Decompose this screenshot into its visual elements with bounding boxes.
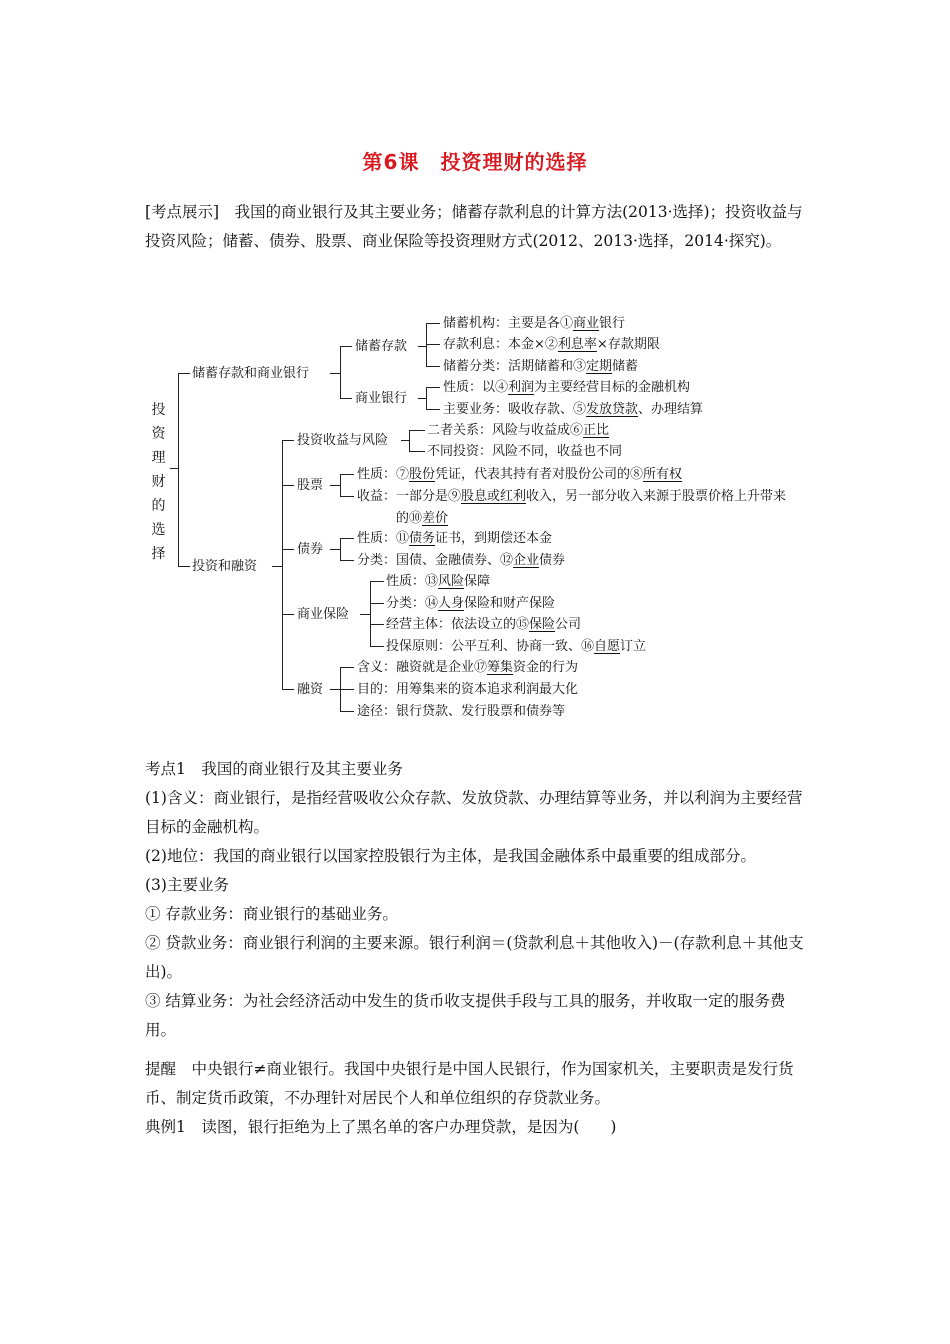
connector xyxy=(340,474,341,496)
leaf-bank-nature: 性质：以④利润为主要经营目标的金融机构 xyxy=(443,380,691,395)
leaf-insurance-principle: 投保原则：公平互利、协商一致、⑯自愿订立 xyxy=(386,639,647,654)
node-stock: 股票 xyxy=(297,478,324,493)
connector xyxy=(409,430,425,431)
branch-investment-financing: 投资和融资 xyxy=(192,559,258,574)
connector xyxy=(426,344,440,345)
connector xyxy=(330,485,340,486)
connector xyxy=(282,440,283,689)
loan-business: ② 贷款业务：商业银行利润的主要来源。银行利润＝(贷款利息＋其他收入)－(存款利息＋其他支出)。 xyxy=(145,934,804,981)
connector xyxy=(401,440,409,441)
main-business-heading: (3)主要业务 xyxy=(145,876,229,894)
leaf-stock-nature: 性质：⑦股份凭证，代表其持有者对股份公司的⑧所有权 xyxy=(357,467,683,482)
leaf-insurance-operator: 经营主体：依法设立的⑮保险公司 xyxy=(386,617,582,632)
connector xyxy=(370,646,384,647)
connector xyxy=(426,409,440,410)
connector xyxy=(282,485,294,486)
connector xyxy=(360,614,370,615)
leaf-risk-return-relation: 二者关系：风险与收益成⑥正比 xyxy=(427,423,610,438)
connector xyxy=(370,581,371,646)
connector xyxy=(426,323,440,324)
connector xyxy=(418,398,426,399)
connector xyxy=(340,689,354,690)
connector xyxy=(282,549,294,550)
connector xyxy=(272,566,282,567)
connector xyxy=(340,496,354,497)
node-investment-risk: 投资收益与风险 xyxy=(297,433,389,448)
connector xyxy=(178,566,190,567)
leaf-insurance-types: 分类：⑭人身保险和财产保险 xyxy=(386,596,556,611)
deposit-business: ① 存款业务：商业银行的基础业务。 xyxy=(145,905,398,923)
connector xyxy=(340,667,354,668)
connector xyxy=(426,387,427,409)
leaf-bond-nature: 性质：⑪债务证书，到期偿还本金 xyxy=(357,531,553,546)
connector xyxy=(370,603,384,604)
connector xyxy=(409,430,410,451)
connector xyxy=(340,346,341,398)
position-paragraph: (2)地位：我国的商业银行以国家控股银行为主体，是我国金融体系中最重要的组成部分。 xyxy=(145,847,756,865)
connector xyxy=(340,398,352,399)
connector xyxy=(426,387,440,388)
node-financing: 融资 xyxy=(297,682,324,697)
section-body xyxy=(145,755,810,1045)
leaf-savings-institution: 储蓄机构：主要是各①商业银行 xyxy=(443,316,626,331)
connector xyxy=(282,689,294,690)
connector xyxy=(170,468,178,469)
connector xyxy=(340,474,354,475)
connector xyxy=(282,614,294,615)
mindmap-root: 投资理财的选择 xyxy=(151,402,166,562)
leaf-stock-income: 收益：一部分是⑨股息或红利收入，另一部分收入来源于股票价格上升带来 xyxy=(357,489,787,504)
node-commercial-bank: 商业银行 xyxy=(355,391,408,406)
branch-savings-banking: 储蓄存款和商业银行 xyxy=(192,366,310,381)
connector xyxy=(178,373,190,374)
leaf-financing-channels: 途径：银行贷款、发行股票和债券等 xyxy=(357,704,566,719)
leaf-bank-business: 主要业务：吸收存款、⑤发放贷款、办理结算 xyxy=(443,402,704,417)
connector xyxy=(330,689,340,690)
settlement-business: ③ 结算业务：为社会经济活动中发生的货币收支提供手段与工具的服务，并收取一定的服务费用。 xyxy=(145,992,786,1039)
leaf-insurance-nature: 性质：⑬风险保障 xyxy=(386,574,491,589)
connector xyxy=(370,581,384,582)
connector xyxy=(178,373,179,566)
connector xyxy=(340,538,341,560)
connector xyxy=(426,366,440,367)
connector xyxy=(409,451,425,452)
definition-paragraph: (1)含义：商业银行，是指经营吸收公众存款、发放贷款、办理结算等业务，并以利润为主要经营目标的金融机构。 xyxy=(145,789,803,836)
connector xyxy=(330,549,340,550)
leaf-financing-meaning: 含义：融资就是企业⑰筹集资金的行为 xyxy=(357,660,579,675)
connector xyxy=(282,440,294,441)
exam-points-intro: [考点展示] 我国的商业银行及其主要业务；储蓄存款利息的计算方法(2013·选择)；投资收益与投资风险；储蓄、债券、股票、商业保险等投资理财方式(2012、2013·选择，2014·探究)。 xyxy=(145,203,803,250)
connector xyxy=(330,373,340,374)
connector xyxy=(340,711,354,712)
leaf-savings-types: 储蓄分类：活期储蓄和③定期储蓄 xyxy=(443,359,639,374)
section-heading: 考点1 我国的商业银行及其主要业务 xyxy=(145,760,403,778)
leaf-different-investments: 不同投资：风险不同，收益也不同 xyxy=(427,444,623,459)
node-savings: 储蓄存款 xyxy=(355,339,408,354)
node-bond: 债券 xyxy=(297,542,324,557)
leaf-bond-types: 分类：国债、金融债券、⑫企业债券 xyxy=(357,553,566,568)
connector xyxy=(418,346,426,347)
leaf-stock-income-cont: 的⑩差价 xyxy=(396,511,449,526)
connector xyxy=(340,538,354,539)
example-question: 典例1 读图，银行拒绝为上了黑名单的客户办理贷款，是因为( ) xyxy=(145,1118,617,1136)
connector xyxy=(340,560,354,561)
reminder-paragraph: 提醒 中央银行≠商业银行。我国中央银行是中国人民银行，作为国家机关，主要职责是发行货币、制定货币政策，不办理针对居民个人和单位组织的存贷款业务。 xyxy=(145,1060,794,1107)
tip-section xyxy=(145,1055,810,1142)
connector xyxy=(370,624,384,625)
leaf-financing-purpose: 目的：用筹集来的资本追求利润最大化 xyxy=(357,682,579,697)
connector xyxy=(340,346,352,347)
node-insurance: 商业保险 xyxy=(297,607,350,622)
page-title: 第6课 投资理财的选择 xyxy=(362,150,588,174)
leaf-deposit-interest: 存款利息：本金×②利息率×存款期限 xyxy=(443,337,660,352)
